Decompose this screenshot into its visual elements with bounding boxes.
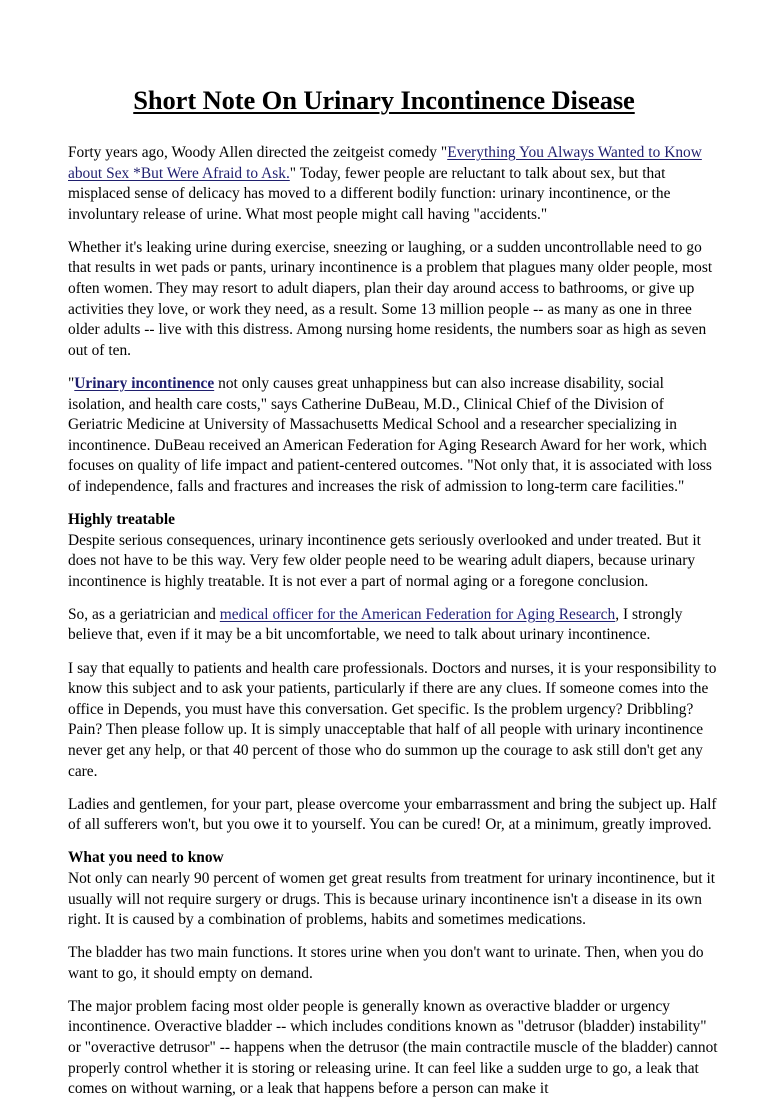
link-urinary-incontinence[interactable]: Urinary incontinence [74,374,215,392]
paragraph-dubeau-quote [68,374,722,498]
link-everything-you-always-wanted-to-know[interactable]: Everything You Always Wanted to Know about Sex *But Were Afraid to Ask. [68,144,702,182]
paragraph-dubeau-quote-open: " [68,374,75,392]
paragraph-ladies-gentlemen: Ladies and gentlemen, for your part, please overcome your embarrassment and bring the subject up. Half of all sufferers won't, but you owe it to yourself. You can be cured! Or, at a minimum, greatly improved. [68,795,717,834]
link-medical-officer-afar[interactable]: medical officer for the American Federation for Aging Research [219,605,616,623]
paragraph-overactive-bladder: The major problem facing most older people is generally known as overactive bladder or urgency incontinence. Overactive bladder -- which includes conditions known as "detrusor (bladder) instability" or "overactive detrusor" -- happens when the detrusor (the main contractile muscle of the bladder) cannot properly control whether it is storing or releasing urine. It can feel like a sudden urge to go, a leak that comes on without warning, or a leak that happens before a person can make it [68,997,718,1098]
paragraph-professionals: I say that equally to patients and health care professionals. Doctors and nurses, it is your responsibility to know this subject and to ask your patients, particularly if there are any clues. If someone comes into the office in Depends, you must have this conversation. Get specific. Is the problem urgency? Dribbling? Pain? Then please follow up. It is simply unacceptable that half of all people with urinary incontinence never get any help, or that 40 percent of those who do summon up the courage to ask still don't get any care. [68,659,717,780]
paragraph-dubeau-quote-rest: not only causes great unhappiness but can also increase disability, social isolation, and health care costs," says Catherine DuBeau, M.D., Clinical Chief of the Division of Geriatric Medicine at University of Massachusetts Medical School and a researcher specializing in incontinence. DuBeau received an American Federation for Aging Research Award for her work, which focuses on quality of life impact and patient-centered outcomes. "Not only that, it is associated with loss of independence, falls and fractures and increases the risk of admission to long-term care facilities." [68,374,712,495]
paragraph-prevalence: Whether it's leaking urine during exercise, sneezing or laughing, or a sudden uncontrollable need to go that results in wet pads or pants, urinary incontinence is a problem that plagues many older people, most often women. They may resort to adult diapers, plan their day around access to bathrooms, or give up activities they love, or work they need, as a result. Some 13 million people -- as many as one in three older adults -- live with this distress. Among nursing home residents, the numbers soar as high as seven out of ten. [68,238,713,359]
paragraph-intro-part1: Forty years ago, Woody Allen directed the zeitgeist comedy " [68,144,448,161]
paragraph-geriatrician-part1: So, as a geriatrician and [68,605,220,623]
paragraph-intro-part2: " Today, fewer people are reluctant to talk about sex, but that misplaced sense of delicacy has moved to a different bodily function: urinary incontinence, or the involuntary release of urine. What most people might call having "accidents." [68,164,671,223]
paragraph-intro [68,143,722,225]
heading-what-you-need-to-know: What you need to know [68,849,224,867]
paragraph-geriatrician [68,605,722,646]
paragraph-treatable: Despite serious consequences, urinary incontinence gets seriously overlooked and under treated. But it does not have to be this way. Very few older people need to be wearing adult diapers, because urinary incontinence is highly treatable. It is not ever a part of normal aging or a foregone conclusion. [68,531,701,590]
document-body [68,143,722,1100]
page-title-text: Short Note On Urinary Incontinence Disease [133,85,635,115]
paragraph-geriatrician-part2: , I strongly believe that, even if it may be a bit uncomfortable, we need to talk about urinary incontinence. [68,605,683,644]
paragraph-treatment-results: Not only can nearly 90 percent of women get great results from treatment for urinary incontinence, but it usually will not require surgery or drugs. This is because urinary incontinence isn't a disease in its own right. It is caused by a combination of problems, habits and sometimes medications. [68,869,716,929]
paragraph-bladder-functions: The bladder has two main functions. It stores urine when you don't want to urinate. Then, when you do want to go, it should empty on demand. [68,944,704,982]
heading-highly-treatable: Highly treatable [68,511,176,528]
page-title [0,86,768,116]
